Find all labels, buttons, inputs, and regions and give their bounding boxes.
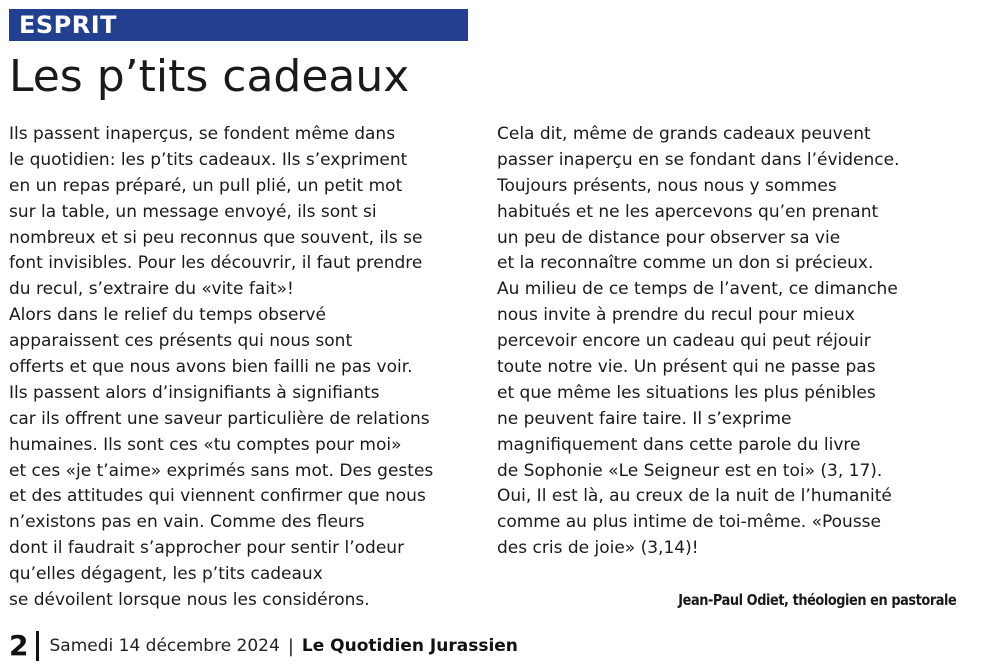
text-line: qu’elles dégagent, les p’tits cadeaux	[9, 564, 323, 585]
text-line: nombreux et si peu reconnus que souvent, ils se	[9, 227, 423, 248]
text-line: de Sophonie «Le Seigneur est en toi» (3, 17).	[497, 460, 883, 481]
text-line: dont il faudrait s’approcher pour sentir l’odeur	[9, 538, 405, 559]
text-line: Ils passent inaperçus, se fondent même dans	[9, 124, 396, 144]
text-line: font invisibles. Pour les découvrir, il faut prendre	[9, 253, 423, 274]
text-line: un peu de distance pour observer sa vie	[497, 227, 841, 248]
section-rubric: ESPRIT	[9, 9, 468, 41]
text-line: ne peuvent faire taire. Il s’exprime	[497, 408, 792, 429]
text-line: percevoir encore un cadeau qui peut réjouir	[497, 331, 871, 352]
article-title: Les p’tits cadeaux	[9, 51, 410, 102]
text-line: habitués et ne les apercevons qu’en prenant	[497, 201, 879, 222]
page-number: 2	[9, 629, 29, 662]
text-line: des cris de joie» (3,14)!	[497, 538, 699, 559]
text-line: en un repas préparé, un pull plié, un petit mot	[9, 175, 403, 196]
text-line: et que même les situations les plus pénibles	[497, 382, 876, 403]
text-line: humaines. Ils sont ces «tu comptes pour moi»	[9, 434, 402, 455]
text-line: comme au plus intime de toi-même. «Pousse	[497, 512, 882, 533]
author-signature: Jean-Paul Odiet, théologien en pastorale	[677, 591, 956, 609]
text-line: et des attitudes qui viennent confirmer que nous	[9, 486, 426, 507]
text-line: n’existons pas en vain. Comme des fleurs	[9, 512, 365, 533]
text-line: Alors dans le relief du temps observé	[9, 305, 326, 326]
text-line: car ils offrent une saveur particulière de relations	[9, 408, 430, 429]
text-line: nous invite à prendre du recul pour mieux	[497, 305, 855, 326]
newspaper-name: Le Quotidien Jurassien	[301, 636, 518, 656]
text-line: Cela dit, même de grands cadeaux peuvent	[497, 124, 871, 144]
text-line: apparaissent ces présents qui nous sont	[9, 331, 353, 352]
footer-divider	[36, 631, 39, 661]
text-line: et la reconnaître comme un don si précieux.	[497, 253, 874, 274]
page-footer	[9, 630, 518, 662]
article-column-right	[497, 122, 967, 562]
text-line: magnifiquement dans cette parole du livre	[497, 434, 861, 455]
text-line: offerts et que nous avons bien failli ne pas voir.	[9, 357, 413, 378]
text-line: passer inaperçu en se fondant dans l’évidence.	[497, 149, 900, 170]
footer-separator: |	[287, 635, 294, 657]
text-line: et ces «je t’aime» exprimés sans mot. Des gestes	[9, 460, 434, 481]
text-line: se dévoilent lorsque nous les considérons.	[9, 590, 370, 611]
text-line: Ils passent alors d’insignifiants à signifiants	[9, 382, 380, 403]
publication-date: Samedi 14 décembre 2024	[49, 636, 280, 656]
text-line: Au milieu de ce temps de l’avent, ce dimanche	[497, 279, 898, 300]
text-line: sur la table, un message envoyé, ils sont si	[9, 201, 377, 222]
text-line: Toujours présents, nous nous y sommes	[497, 175, 837, 196]
article-column-left	[9, 122, 479, 614]
text-line: Oui, Il est là, au creux de la nuit de l’humanité	[497, 486, 892, 507]
text-line: toute notre vie. Un présent qui ne passe pas	[497, 357, 876, 378]
text-line: du recul, s’extraire du «vite fait»!	[9, 279, 294, 300]
text-line: le quotidien: les p’tits cadeaux. Ils s’expriment	[9, 149, 408, 170]
